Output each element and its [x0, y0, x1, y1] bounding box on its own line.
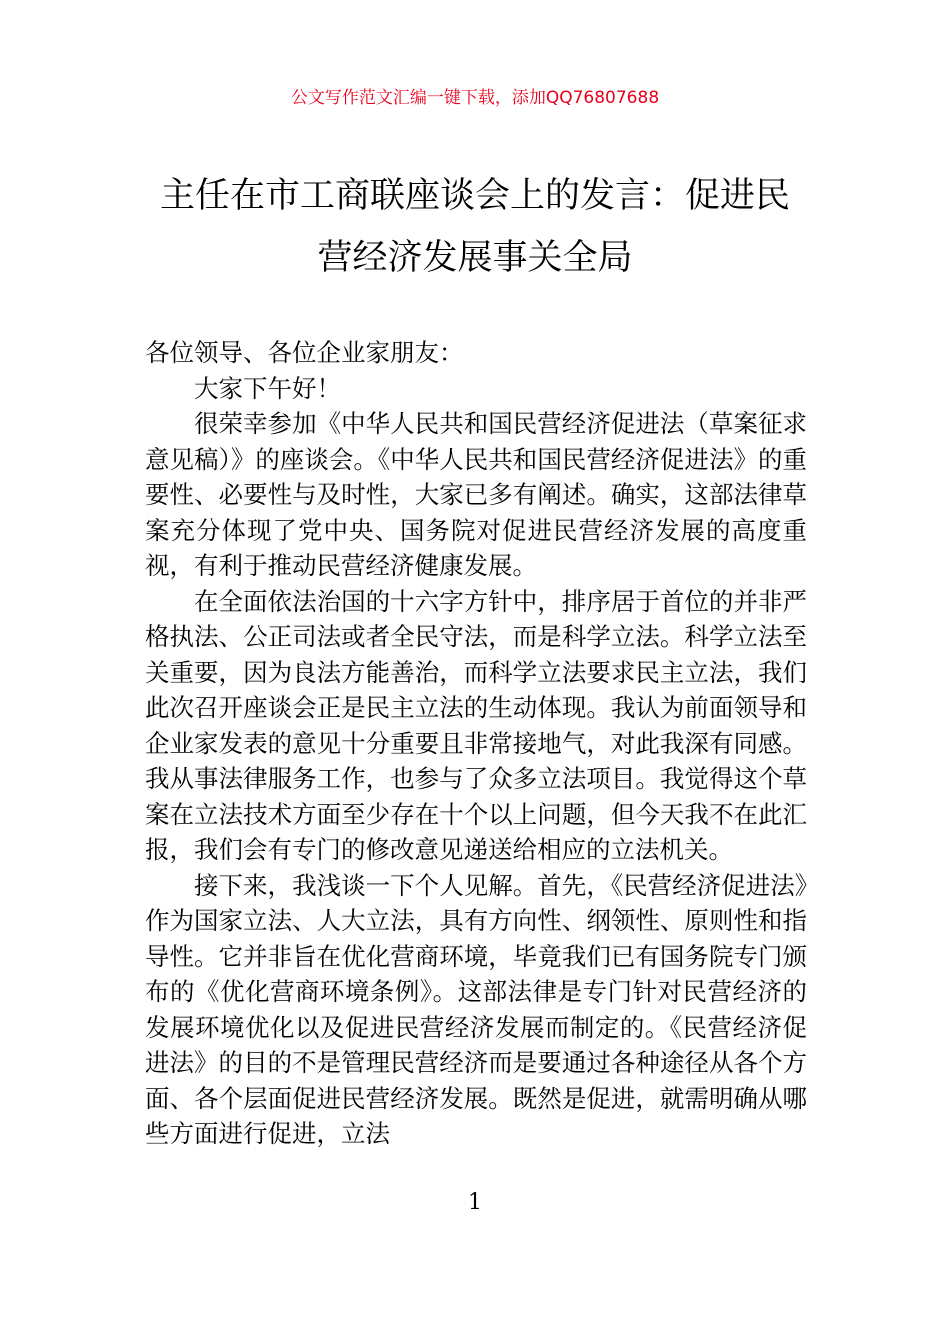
paragraph-greeting: 大家下午好！	[194, 373, 341, 403]
document-title-line-2: 营经济发展事关全局	[317, 238, 633, 278]
paragraph-2: 在全面依法治国的十六字方针中，排序居于首位的并非严格执法、公正司法或者全民守法，而是科学立法。科学立法至关重要，因为良法方能善治，而科学立法要求民主立法，我们此次召开座谈会正是民主立法的生动体现。我认为前面领导和企业家发表的意见十分重要且非常接地气，对此我深有同感。我从事法律服务工作，也参与了众多立法项目。我觉得这个草案在立法技术方面至少存在十个以上问题，但今天我不在此汇报，我们会有专门的修改意见递送给相应的立法机关。	[145, 586, 807, 864]
document-body	[145, 335, 807, 1152]
paragraph-3: 接下来，我浅谈一下个人见解。首先，《民营经济促进法》作为国家立法、人大立法，具有方向性、纲领性、原则性和指导性。它并非旨在优化营商环境，毕竟我们已有国务院专门颁布的《优化营商环境条例》。这部法律是专门针对民营经济的发展环境优化以及促进民营经济发展而制定的。《民营经济促进法》的目的不是管理民营经济而是要通过各种途径从各个方面、各个层面促进民营经济发展。既然是促进，就需明确从哪些方面进行促进，立法	[145, 870, 807, 1148]
salutation: 各位领导、各位企业家朋友：	[145, 338, 464, 367]
document-title	[140, 165, 810, 289]
paragraph-1: 很荣幸参加《中华人民共和国民营经济促进法（草案征求意见稿）》的座谈会。《中华人民共和国民营经济促进法》的重要性、必要性与及时性，大家已多有阐述。确实，这部法律草案充分体现了党中央、国务院对促进民营经济发展的高度重视，有利于推动民营经济健康发展。	[145, 409, 807, 580]
header-promo-note: 公文写作范文汇编一键下载，添加QQ76807688	[290, 88, 660, 108]
page-number: 1	[468, 1190, 482, 1215]
document-title-line-1: 主任在市工商联座谈会上的发言：促进民	[159, 176, 790, 216]
